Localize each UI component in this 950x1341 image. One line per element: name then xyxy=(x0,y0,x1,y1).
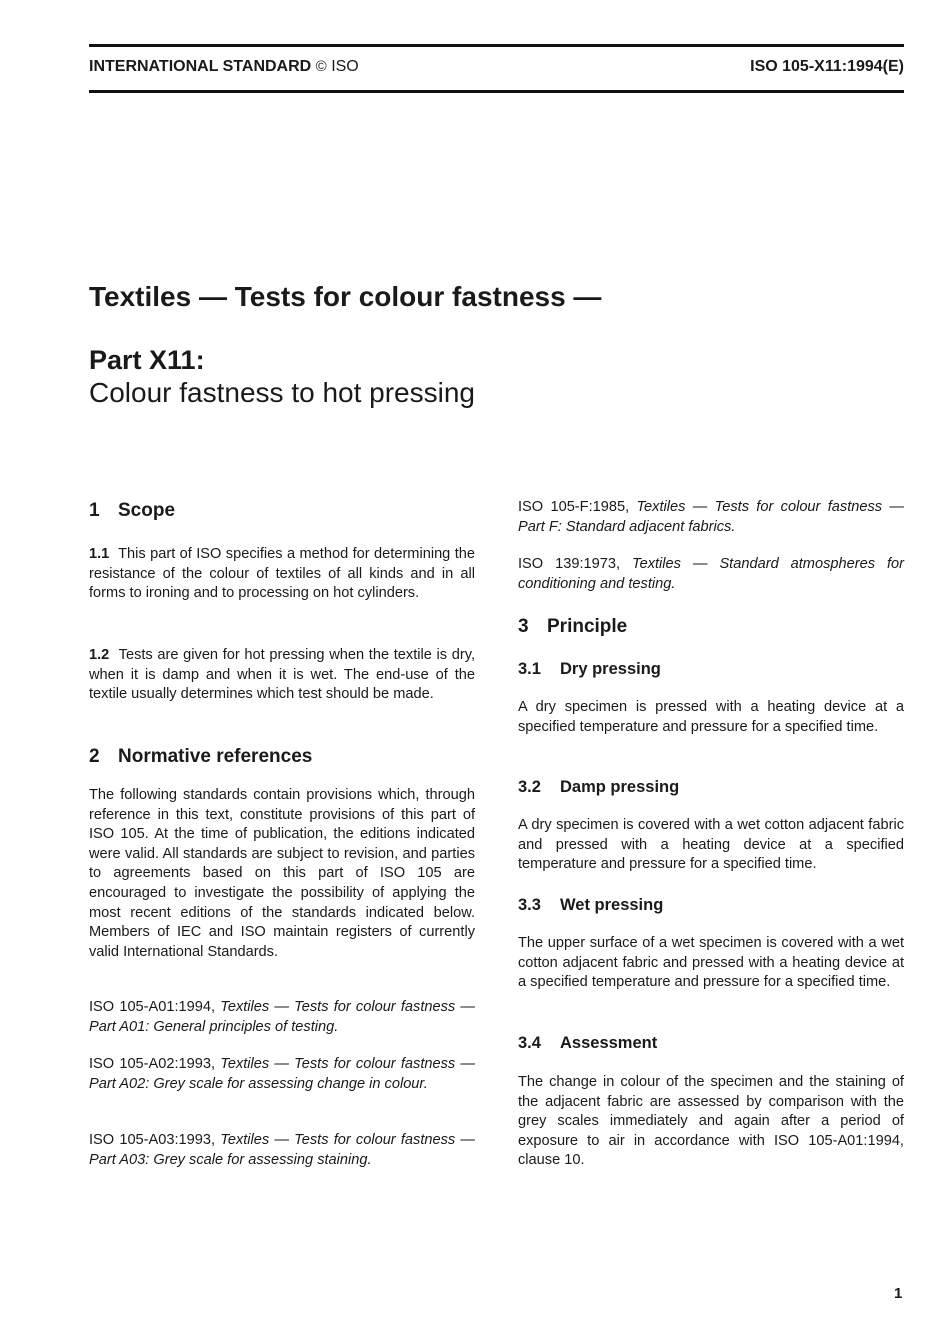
reference-title: Textiles — Tests for colour fastness — Part A03: Grey scale for assessing staining. xyxy=(89,1132,475,1168)
subsection-text: The upper surface of a wet specimen is covered with a wet cotton adjacent fabric and pressed with a heating device at a specified temperature and pressure for a specified time. xyxy=(518,935,904,991)
section-number: 3 xyxy=(518,616,529,637)
reference-title: Textiles — Standard atmospheres for conditioning and testing. xyxy=(518,556,904,592)
clause-number: 1.2 xyxy=(89,647,110,663)
section-number: 2 xyxy=(89,746,100,767)
subsection-title: Assessment xyxy=(560,1034,658,1052)
page-number: 1 xyxy=(894,1285,903,1302)
reference-item xyxy=(89,1055,475,1094)
subsection-number: 3.3 xyxy=(518,896,541,914)
section-title: Normative references xyxy=(118,746,313,767)
document-title: Textiles — Tests for colour fastness — xyxy=(89,281,602,312)
subsection-text: A dry specimen is pressed with a heating device at a specified temperature and pressure for a specified time. xyxy=(518,699,904,735)
reference-title: Textiles — Tests for colour fastness — Part A01: General principles of testing. xyxy=(89,999,475,1035)
references-intro xyxy=(89,786,475,962)
part-subtitle: Colour fastness to hot pressing xyxy=(89,377,475,408)
subsection-3-4-heading xyxy=(518,1034,657,1053)
clause-text: This part of ISO specifies a method for determining the resistance of the colour of textiles of all kinds and in all forms to ironing and to processing on hot cylinders. xyxy=(89,546,475,602)
subsection-number: 3.2 xyxy=(518,778,541,796)
header-standard-label: INTERNATIONAL STANDARD xyxy=(89,58,312,75)
reference-item xyxy=(518,555,904,594)
subsection-3-1-heading xyxy=(518,660,661,679)
subsection-number: 3.1 xyxy=(518,660,541,678)
reference-title: Textiles — Tests for colour fastness — Part F: Standard adjacent fabrics. xyxy=(518,499,904,535)
header-bottom-rule xyxy=(89,90,904,93)
header-top-rule xyxy=(89,44,904,47)
subsection-3-1-body xyxy=(518,698,904,737)
part-label: Part X11: xyxy=(89,345,205,375)
reference-code: ISO 139:1973, xyxy=(518,556,621,572)
section-3-heading xyxy=(518,616,627,638)
subsection-3-3-body xyxy=(518,934,904,993)
subsection-number: 3.4 xyxy=(518,1034,541,1052)
reference-title: Textiles — Tests for colour fastness — Part A02: Grey scale for assessing change in colour. xyxy=(89,1056,475,1092)
reference-item xyxy=(518,498,904,537)
header-org: ISO xyxy=(331,58,359,75)
subsection-3-3-heading xyxy=(518,896,663,915)
subsection-3-4-body xyxy=(518,1073,904,1171)
reference-item xyxy=(89,998,475,1037)
subsection-text: The change in colour of the specimen and the staining of the adjacent fabric are assessed by comparison with the grey scales immediately and again after a period of exposure to air in accordance with ISO 105-A01:1994, clause 10. xyxy=(518,1074,904,1169)
reference-code: ISO 105-A01:1994, xyxy=(89,999,216,1015)
section-title: Scope xyxy=(118,500,176,521)
copyright-symbol: © xyxy=(315,58,327,75)
clause-text: Tests are given for hot pressing when the textile is dry, when it is damp and when it is wet. The end-use of the textile usually determines which test should be made. xyxy=(89,647,476,703)
clause-1-2 xyxy=(89,646,475,705)
reference-code: ISO 105-A02:1993, xyxy=(89,1056,216,1072)
subsection-text: A dry specimen is covered with a wet cotton adjacent fabric and pressed with a heating device at a specified temperature and pressure for a specified time. xyxy=(518,817,904,873)
references-intro-text: The following standards contain provisions which, through reference in this text, constitute provisions of this part of ISO 105. At the time of publication, the editions indicated were valid. All standards are subject to revision, and parties to agreements based on this part of ISO 105 are encouraged to investigate the possibility of applying the most recent editions of the standards indicated below. Members of IEC and ISO maintain registers of currently valid International Standards. xyxy=(89,787,475,960)
section-1-heading xyxy=(89,500,175,522)
section-title: Principle xyxy=(547,616,628,637)
subsection-title: Damp pressing xyxy=(560,778,680,796)
reference-code: ISO 105-F:1985, xyxy=(518,499,630,515)
subsection-3-2-body xyxy=(518,816,904,875)
reference-code: ISO 105-A03:1993, xyxy=(89,1132,216,1148)
subsection-3-2-heading xyxy=(518,778,679,797)
header-left xyxy=(89,58,359,76)
subsection-title: Dry pressing xyxy=(560,660,661,678)
clause-1-1 xyxy=(89,545,475,604)
section-2-heading xyxy=(89,746,312,768)
document-id: ISO 105-X11:1994(E) xyxy=(750,58,904,75)
section-number: 1 xyxy=(89,500,100,521)
subsection-title: Wet pressing xyxy=(560,896,664,914)
clause-number: 1.1 xyxy=(89,546,110,562)
reference-item xyxy=(89,1131,475,1170)
